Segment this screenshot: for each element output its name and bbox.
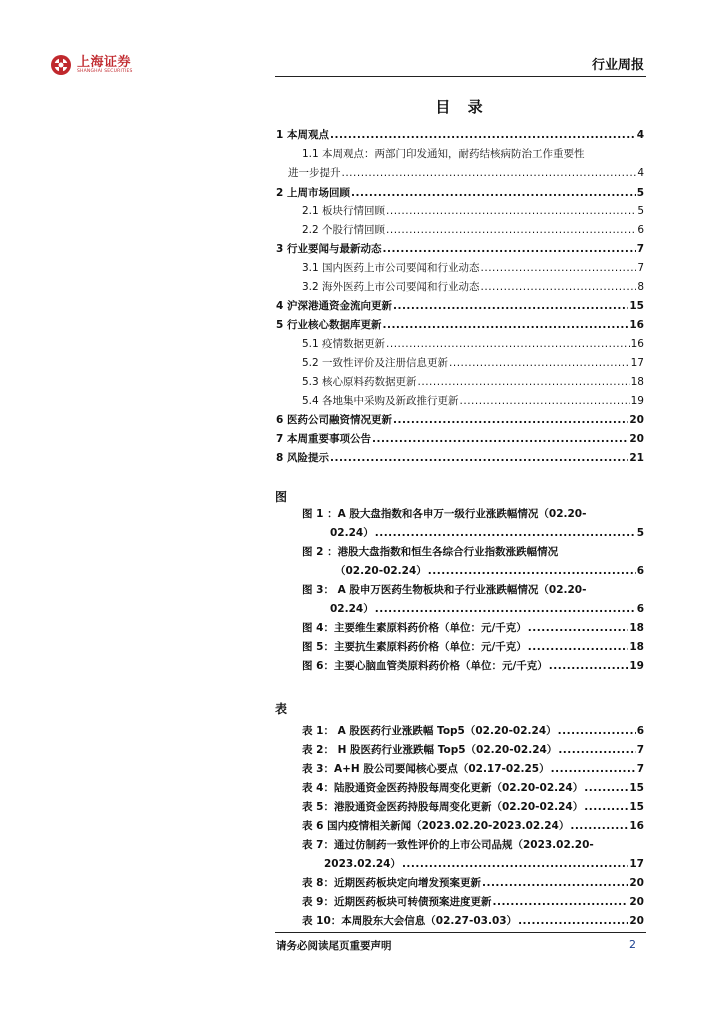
dot-leader xyxy=(584,782,628,795)
toc-entry[interactable] xyxy=(302,896,644,909)
entry-page: 6 xyxy=(636,565,644,577)
entry-page: 8 xyxy=(637,281,644,293)
toc-entry[interactable] xyxy=(302,395,644,408)
dot-leader xyxy=(481,281,637,294)
dot-leader xyxy=(393,414,628,427)
toc-entry[interactable] xyxy=(302,915,644,928)
entry-label: 表 4：陆股通资金医药持股每周变化更新（02.20-02.24） xyxy=(302,782,584,794)
entry-page: 20 xyxy=(629,896,644,908)
entry-page: 6 xyxy=(637,224,644,236)
logo-name-en: SHANGHAI SECURITIES xyxy=(77,68,133,74)
page-number: 2 xyxy=(629,938,636,951)
entry-label: 5.2 一致性评价及注册信息更新 xyxy=(302,357,449,369)
toc-entry[interactable] xyxy=(302,820,644,833)
entry-page: 4 xyxy=(637,167,644,179)
entry-page: 20 xyxy=(629,915,644,927)
dot-leader xyxy=(382,243,635,256)
toc-title: 目 录 xyxy=(435,98,489,116)
toc-entry[interactable] xyxy=(335,565,644,578)
toc-entry[interactable] xyxy=(302,205,644,218)
entry-page: 4 xyxy=(636,129,644,141)
company-logo xyxy=(50,54,133,76)
entry-label: 8 风险提示 xyxy=(276,452,329,464)
entry-page: 18 xyxy=(630,376,644,388)
dot-leader xyxy=(393,300,628,313)
toc-entry[interactable] xyxy=(276,187,644,200)
dot-leader xyxy=(330,452,628,465)
dot-leader xyxy=(375,603,636,616)
entry-page: 16 xyxy=(629,820,644,832)
entry-label: 表 1： A 股医药行业涨跌幅 Top5（02.20-02.24） xyxy=(302,725,557,737)
entry-page: 20 xyxy=(629,414,644,426)
toc-entry[interactable] xyxy=(302,281,644,294)
dot-leader xyxy=(549,660,629,673)
toc-entry[interactable] xyxy=(330,603,644,616)
entry-label: 表 8：近期医药板块定向增发预案更新 xyxy=(302,877,481,889)
entry-page: 20 xyxy=(629,877,644,889)
toc-entry[interactable] xyxy=(302,725,644,738)
entry-label-line1: 1.1 本周观点：两部门印发通知，耐药结核病防治工作重要性 xyxy=(302,148,585,160)
entry-page: 18 xyxy=(629,622,644,634)
entry-page: 21 xyxy=(629,452,644,464)
dot-leader xyxy=(518,915,628,928)
footer-divider xyxy=(275,932,646,933)
entry-label: 5.3 核心原料药数据更新 xyxy=(302,376,417,388)
dot-leader xyxy=(558,744,635,757)
toc-entry[interactable] xyxy=(302,763,644,776)
entry-label: 表 6 国内疫情相关新闻（2023.02.20-2023.02.24） xyxy=(302,820,570,832)
entry-label: 6 医药公司融资情况更新 xyxy=(276,414,392,426)
entry-label: 5.1 疫情数据更新 xyxy=(302,338,386,350)
entry-page: 5 xyxy=(636,527,644,539)
toc-entry[interactable] xyxy=(302,622,644,635)
entry-page: 20 xyxy=(629,433,644,445)
entry-label: 3.1 国内医药上市公司要闻和行业动态 xyxy=(302,262,480,274)
toc-entry[interactable] xyxy=(302,338,644,351)
entry-label: 4 沪深港通资金流向更新 xyxy=(276,300,392,312)
entry-page: 7 xyxy=(636,744,644,756)
entry-page: 15 xyxy=(629,300,644,312)
entry-page: 7 xyxy=(636,243,644,255)
entry-page: 18 xyxy=(629,641,644,653)
entry-page: 17 xyxy=(629,858,644,870)
toc-entry[interactable] xyxy=(276,129,644,142)
entry-page: 15 xyxy=(629,782,644,794)
entry-label: 图 6：主要心脑血管类原料药价格（单位：元/千克） xyxy=(302,660,548,672)
entry-page: 6 xyxy=(636,725,644,737)
toc-entry[interactable] xyxy=(302,782,644,795)
dot-leader xyxy=(528,641,629,654)
toc-entry[interactable] xyxy=(302,660,644,673)
entry-page: 7 xyxy=(637,262,644,274)
dot-leader xyxy=(449,357,630,370)
entry-page: 5 xyxy=(637,205,644,217)
dot-leader xyxy=(386,224,636,237)
dot-leader xyxy=(418,376,630,389)
entry-label: 2 上周市场回顾 xyxy=(276,187,350,199)
dot-leader xyxy=(342,167,637,180)
dot-leader xyxy=(492,896,628,909)
entry-label: 5 行业核心数据库更新 xyxy=(276,319,382,331)
dot-leader xyxy=(375,527,636,540)
toc-entry[interactable] xyxy=(276,452,644,465)
toc-entry[interactable] xyxy=(302,262,644,275)
dot-leader xyxy=(428,565,636,578)
entry-label-line1: 图 1 ：A 股大盘指数和各申万一级行业涨跌幅情况（02.20- xyxy=(302,508,587,520)
entry-label: 2023.02.24） xyxy=(324,858,401,870)
toc-entry[interactable] xyxy=(276,243,644,256)
dot-leader xyxy=(386,205,636,218)
entry-page: 16 xyxy=(629,319,644,331)
dot-leader xyxy=(460,395,630,408)
toc-entry[interactable] xyxy=(302,801,644,814)
entry-label: 表 3：A+H 股公司要闻核心要点（02.17-02.25） xyxy=(302,763,550,775)
dot-leader xyxy=(382,319,628,332)
dot-leader xyxy=(351,187,636,200)
entry-label: 2.1 板块行情回顾 xyxy=(302,205,386,217)
entry-label: 02.24） xyxy=(330,527,374,539)
dot-leader xyxy=(570,820,628,833)
entry-label: 3.2 海外医药上市公司要闻和行业动态 xyxy=(302,281,480,293)
entry-label: 表 9：近期医药板块可转债预案进度更新 xyxy=(302,896,492,908)
toc-entry[interactable] xyxy=(302,357,644,370)
dot-leader xyxy=(528,622,629,635)
toc-entry[interactable] xyxy=(276,300,644,313)
entry-page: 5 xyxy=(636,187,644,199)
dot-leader xyxy=(584,801,628,814)
dot-leader xyxy=(372,433,628,446)
toc-entry[interactable] xyxy=(276,414,644,427)
entry-label-line1: 图 3： A 股申万医药生物板块和子行业涨跌幅情况（02.20- xyxy=(302,584,587,596)
dot-leader xyxy=(386,338,630,351)
entry-page: 17 xyxy=(630,357,644,369)
logo-name-cn: 上海证券 xyxy=(77,54,132,70)
entry-label-line1: 表 7：通过仿制药一致性评价的上市公司品规（2023.02.20- xyxy=(302,839,594,851)
tables-heading: 表 xyxy=(275,702,288,716)
entry-label-line1: 图 2 ：港股大盘指数和恒生各综合行业指数涨跌幅情况 xyxy=(302,546,559,558)
dot-leader xyxy=(481,262,637,275)
toc-entry[interactable] xyxy=(302,376,644,389)
entry-label: 表 2： H 股医药行业涨跌幅 Top5（02.20-02.24） xyxy=(302,744,558,756)
toc-entry[interactable] xyxy=(324,858,644,871)
entry-label: 7 本周重要事项公告 xyxy=(276,433,371,445)
dot-leader xyxy=(402,858,628,871)
entry-label: 进一步提升 xyxy=(288,167,341,179)
entry-page: 16 xyxy=(630,338,644,350)
entry-label: 图 4：主要维生素原料药价格（单位：元/千克） xyxy=(302,622,527,634)
dot-leader xyxy=(551,763,636,776)
toc-entry[interactable] xyxy=(288,167,644,180)
toc-entry[interactable] xyxy=(302,641,644,654)
entry-label: 3 行业要闻与最新动态 xyxy=(276,243,382,255)
toc-entry[interactable] xyxy=(302,877,644,890)
entry-label: 表 10：本周股东大会信息（02.27-03.03） xyxy=(302,915,518,927)
dot-leader xyxy=(482,877,628,890)
figures-heading: 图 xyxy=(275,490,288,504)
toc-entry[interactable] xyxy=(302,224,644,237)
dot-leader xyxy=(330,129,636,142)
report-type: 行业周报 xyxy=(591,58,644,73)
entry-page: 19 xyxy=(629,660,644,672)
footer-disclaimer: 请务必阅读尾页重要声明 xyxy=(276,940,392,952)
entry-label: 图 5：主要抗生素原料药价格（单位：元/千克） xyxy=(302,641,527,653)
toc-entry[interactable] xyxy=(302,744,644,757)
entry-page: 6 xyxy=(636,603,644,615)
header-divider xyxy=(275,76,646,77)
entry-page: 7 xyxy=(636,763,644,775)
entry-label: 1 本周观点 xyxy=(276,129,329,141)
toc-entry[interactable] xyxy=(276,433,644,446)
dot-leader xyxy=(558,725,636,738)
entry-page: 15 xyxy=(629,801,644,813)
entry-label: 02.24） xyxy=(330,603,374,615)
logo-mark-icon xyxy=(50,54,72,76)
toc-entry[interactable] xyxy=(330,527,644,540)
entry-label: 2.2 个股行情回顾 xyxy=(302,224,386,236)
entry-label: （02.20-02.24） xyxy=(335,565,427,577)
entry-label: 5.4 各地集中采购及新政推行更新 xyxy=(302,395,459,407)
toc-entry[interactable] xyxy=(276,319,644,332)
entry-page: 19 xyxy=(630,395,644,407)
entry-label: 表 5：港股通资金医药持股每周变化更新（02.20-02.24） xyxy=(302,801,584,813)
